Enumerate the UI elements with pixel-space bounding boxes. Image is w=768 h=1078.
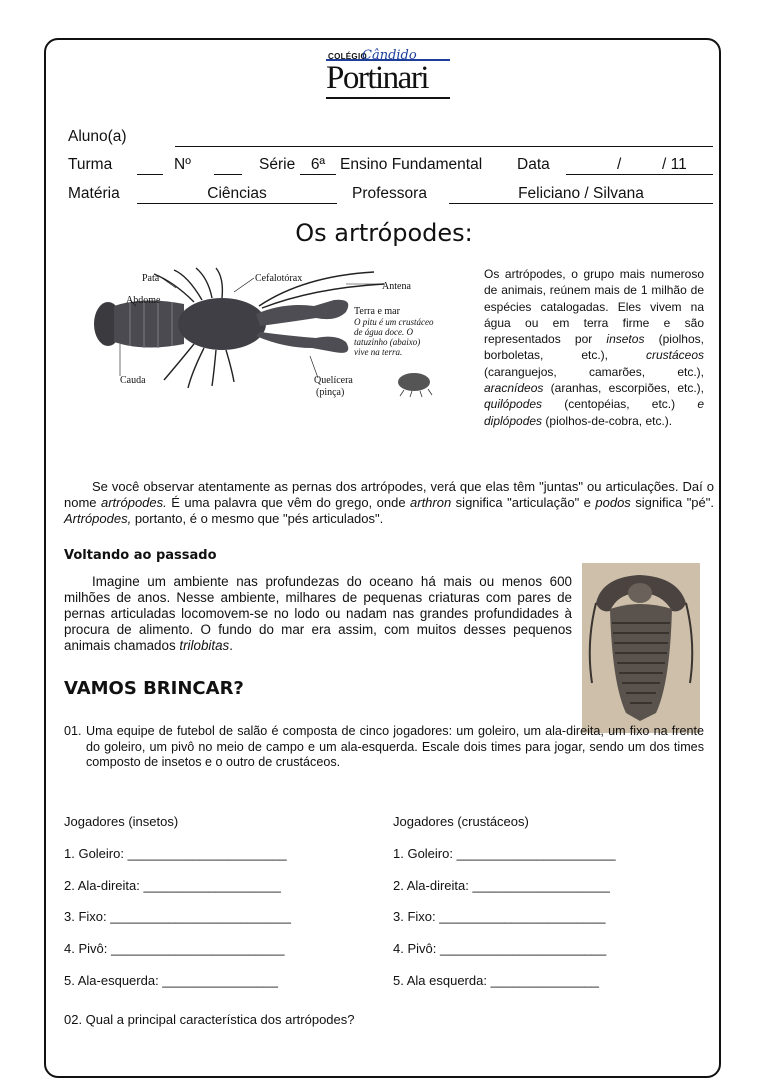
turma-field[interactable] [137,174,163,175]
paragraph-passado: Imagine um ambiente nas profundezas do oceano há mais ou menos 600 milhões de anos. Nesse ambiente, milhares de pequenas criaturas com pares de pernas articuladas locomovem-se no lodo ou nadam nas grandes profundidades à procura de alimento. O fundo do mar era assim, com muitos desses pequenos animais chamados trilobitas. [64,574,572,653]
right-item-pivo[interactable]: 4. Pivô: _______________________ [393,941,607,956]
turma-label: Turma [68,156,113,173]
section-subtitle: Voltando ao passado [64,548,217,563]
left-column-header: Jogadores (insetos) [64,814,179,829]
label-pitu-1: O pitu é um crustáceo [354,317,434,327]
aluno-label: Aluno(a) [68,128,127,145]
num-label: Nº [174,156,191,173]
left-item-ala-direita[interactable]: 2. Ala-direita: ___________________ [64,878,281,893]
label-cefalotorax: Cefalotórax [255,273,303,284]
label-abdome: Abdome [126,295,161,306]
left-item-goleiro[interactable]: 1. Goleiro: ______________________ [64,846,287,861]
serie-value: 6ª [310,156,326,173]
data-month: / 11 [662,156,687,173]
logo-script: Cândido [362,48,417,63]
question-02: 02. Qual a principal característica dos artrópodes? [64,1012,355,1027]
num-field[interactable] [214,174,242,175]
label-cauda: Cauda [120,375,146,386]
right-item-fixo[interactable]: 3. Fixo: _______________________ [393,909,606,924]
question-01 [64,724,704,771]
ensino-label: Ensino Fundamental [340,156,483,173]
logo-underline [326,97,450,99]
left-item-pivo[interactable]: 4. Pivô: ________________________ [64,941,285,956]
label-pitu-3: tatuzinho (abaixo) [354,337,421,347]
serie-label: Série [259,156,296,173]
right-column-header: Jogadores (crustáceos) [393,814,529,829]
question-01-number: 01. [64,724,82,738]
left-item-ala-esquerda[interactable]: 5. Ala-esquerda: ________________ [64,973,278,988]
right-item-ala-esquerda[interactable]: 5. Ala esquerda: _______________ [393,973,600,988]
professora-underline [449,203,713,204]
professora-value: Feliciano / Silvana [518,185,644,202]
label-quelicera: Quelícera [314,375,353,386]
paragraph-articulacoes: Se você observar atentamente as pernas dos artrópodes, verá que elas têm "juntas" ou articulações. Daí o nome artrópodes. É uma palavra que vêm do grego, onde arthron significa "articulação" e podos significa "pé". Artrópodes, portanto, é o mesmo que "pés articulados". [64,479,714,526]
label-terra-mar: Terra e mar [354,306,400,317]
data-label: Data [517,156,550,173]
question-01-text: Uma equipe de futebol de salão é composta de cinco jogadores: um goleiro, um ala-direita, um fixo na frente do goleiro, um pivô no meio de campo e um ala-esquerda. Escale dois times para jogar, sendo um dos times composto de insetos e o outro de crustáceos. [86,724,704,769]
logo-colegio: COLÉGIO [328,52,367,61]
trilobite-photo [582,563,700,733]
serie-underline [300,174,336,175]
left-item-fixo[interactable]: 3. Fixo: _________________________ [64,909,291,924]
label-pata: Pata [142,273,160,284]
section-vamos-brincar: VAMOS BRINCAR? [64,678,244,699]
logo-name: Portinari [326,60,428,96]
label-pinca: (pinça) [316,387,345,398]
right-item-goleiro[interactable]: 1. Goleiro: ______________________ [393,846,616,861]
label-pitu-2: de água doce. O [354,327,413,337]
school-logo [326,48,452,102]
label-antena: Antena [382,281,411,292]
page-title: Os artrópodes: [295,219,473,247]
materia-underline [137,203,337,204]
materia-label: Matéria [68,185,120,202]
lobster-illustration [84,262,450,407]
data-slash: / [617,156,622,173]
intro-text: Os artrópodes, o grupo mais numeroso de animais, reúnem mais de 1 milhão de espécies catalogadas. Eles vivem na água ou em terra firme e são representados por insetos (piolhos, borboletas, etc.), crustáceos (caranguejos, camarões, etc.), aracnídeos (aranhas, escorpiões, etc.), quilópodes (centopéias, etc.) e diplópodes (piolhos-de-cobra, etc.). [484,267,704,428]
materia-value: Ciências [207,185,267,202]
professora-label: Professora [352,185,427,202]
right-item-ala-direita[interactable]: 2. Ala-direita: ___________________ [393,878,610,893]
data-field[interactable] [566,174,713,175]
aluno-field[interactable] [175,146,713,147]
label-pitu-4: vive na terra. [354,347,403,357]
